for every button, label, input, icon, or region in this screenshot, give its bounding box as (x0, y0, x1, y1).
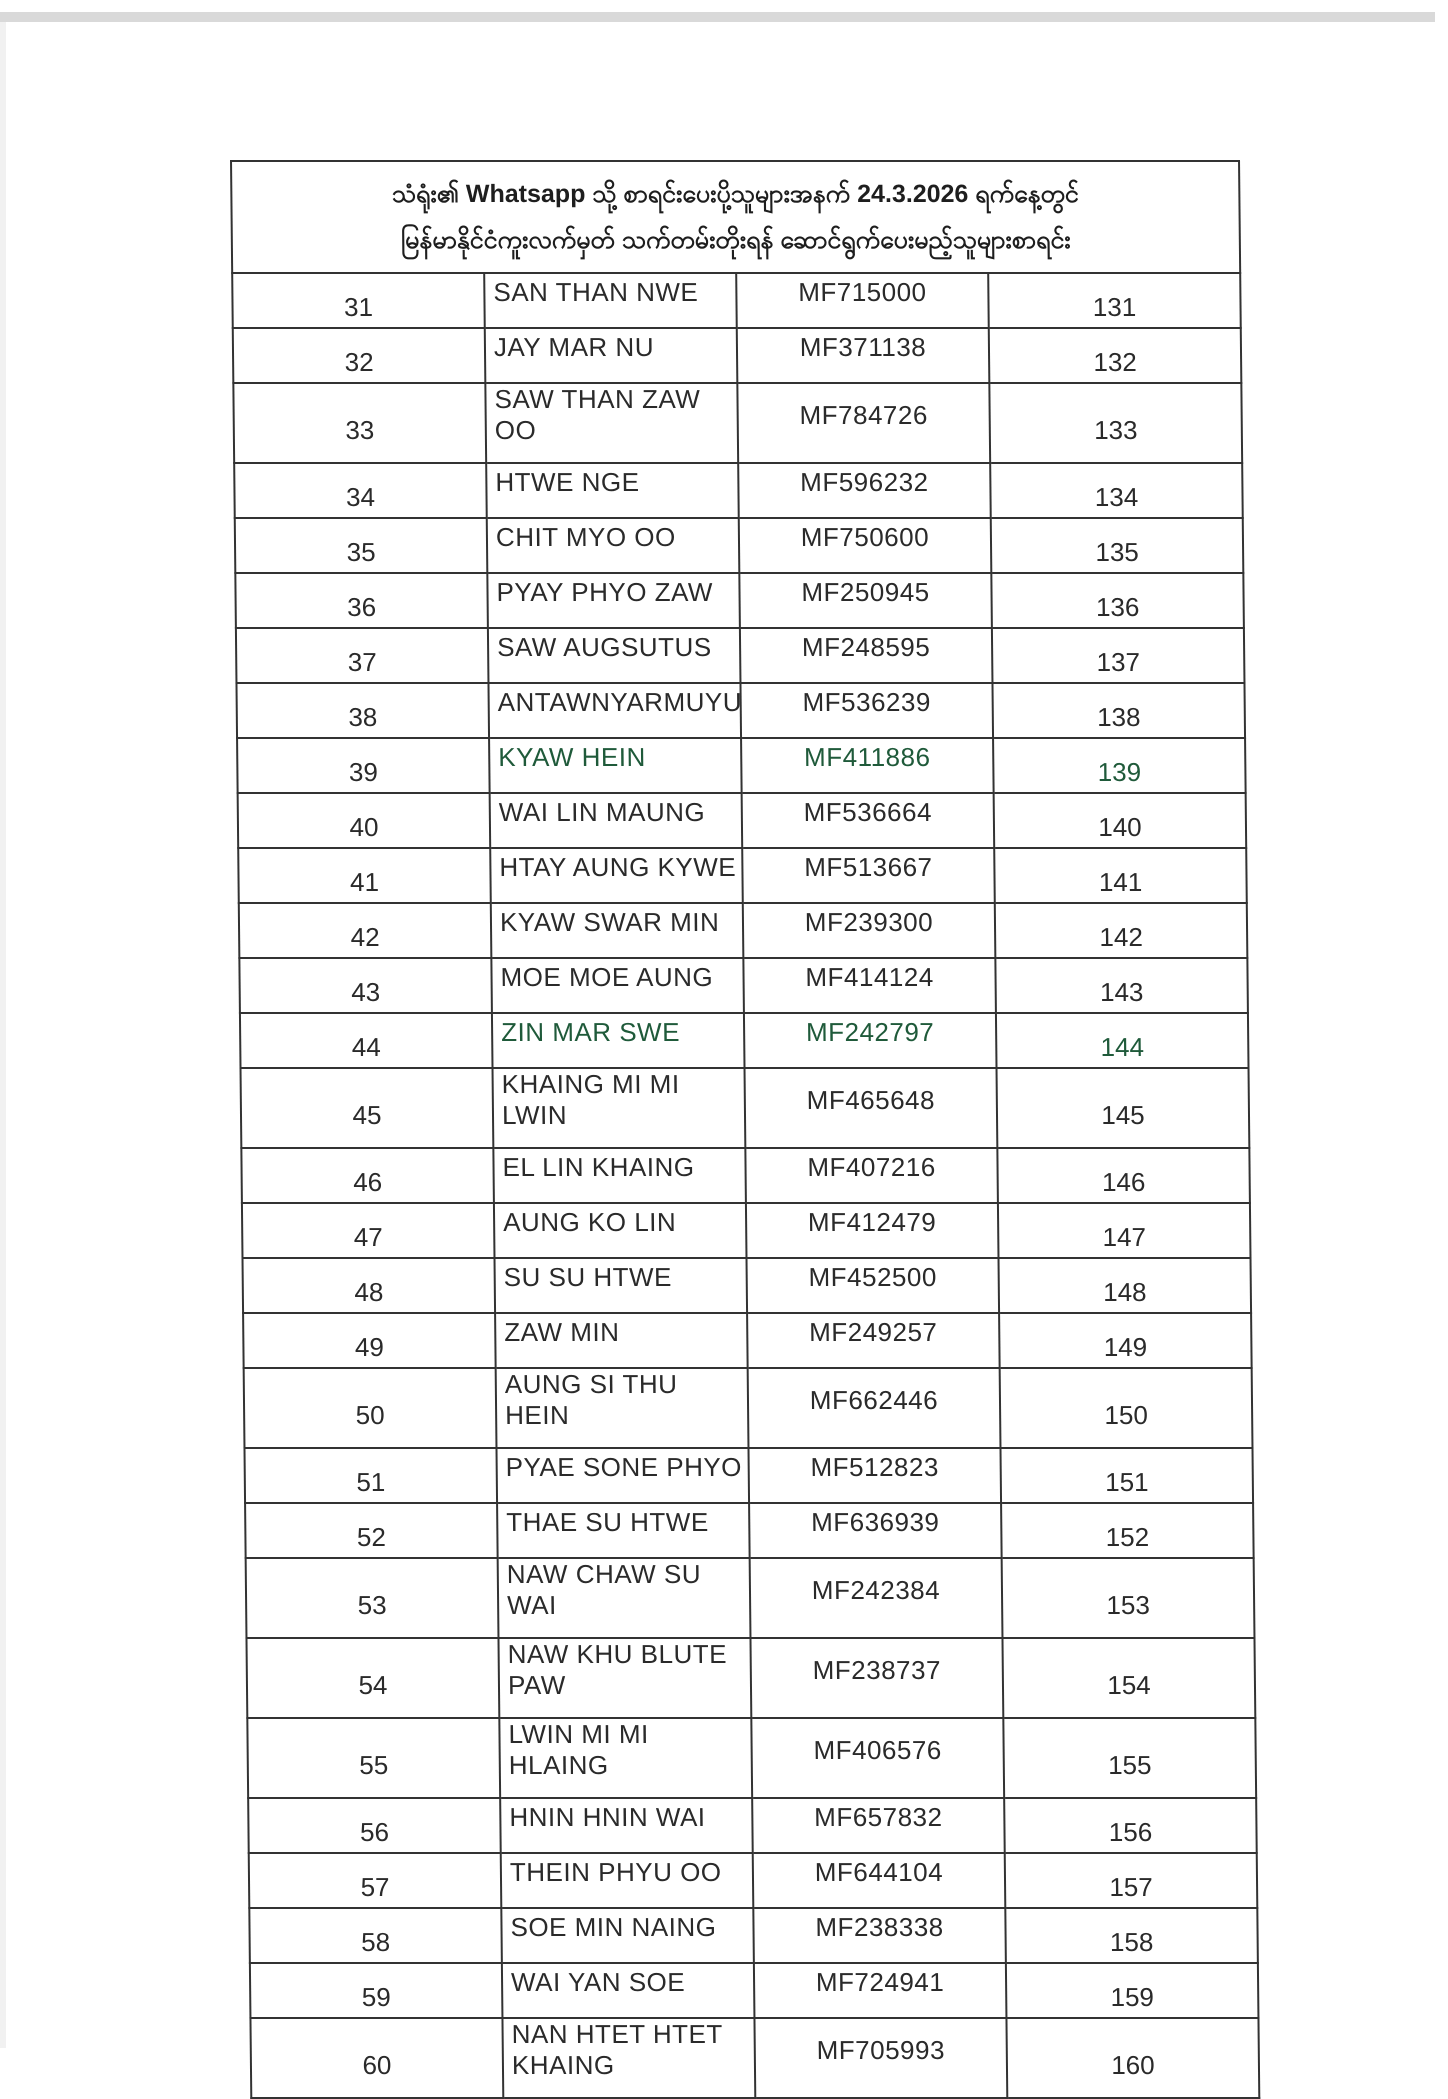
row-number-cell: 41 (238, 848, 491, 903)
name-cell: SAW AUGSUTUS (488, 628, 741, 683)
row-number-cell: 60 (250, 2018, 503, 2098)
serial-number-cell: 156 (1004, 1798, 1257, 1853)
serial-number-cell: 142 (995, 903, 1248, 958)
name-cell: JAY MAR NU (485, 328, 738, 383)
row-number-cell: 57 (249, 1853, 502, 1908)
serial-number-cell: 146 (997, 1148, 1250, 1203)
table-row (236, 683, 1245, 738)
table-title (231, 161, 1240, 273)
name-cell: WAI YAN SOE (502, 1963, 755, 2018)
table-row (250, 2018, 1259, 2098)
passport-number-cell: MF644104 (753, 1853, 1006, 1908)
table-row (246, 1638, 1255, 1718)
table-row (240, 1013, 1249, 1068)
name-cell: PYAY PHYO ZAW (487, 573, 740, 628)
table-row (241, 1148, 1250, 1203)
table-row (232, 273, 1241, 328)
table-header-row (231, 161, 1240, 273)
name-cell: KYAW HEIN (489, 738, 742, 793)
row-number-cell: 31 (232, 273, 485, 328)
table-row (244, 1448, 1253, 1503)
table-row (239, 958, 1248, 1013)
name-cell: KYAW SWAR MIN (491, 903, 744, 958)
passport-number-cell: MF724941 (754, 1963, 1007, 2018)
passport-number-cell: MF248595 (740, 628, 993, 683)
passport-number-cell: MF406576 (751, 1718, 1004, 1798)
serial-number-cell: 160 (1006, 2018, 1259, 2098)
row-number-cell: 38 (236, 683, 489, 738)
table-row (238, 848, 1247, 903)
row-number-cell: 50 (244, 1368, 497, 1448)
row-number-cell: 40 (238, 793, 491, 848)
serial-number-cell: 143 (995, 958, 1248, 1013)
name-cell: HNIN HNIN WAI (500, 1798, 753, 1853)
passport-number-cell: MF239300 (743, 903, 996, 958)
row-number-cell: 51 (244, 1448, 497, 1503)
passport-number-cell: MF238737 (750, 1638, 1003, 1718)
passport-number-cell: MF411886 (741, 738, 994, 793)
name-cell: NAN HTET HTET KHAING (502, 2018, 755, 2098)
table-row (243, 1313, 1252, 1368)
passport-number-cell: MF636939 (749, 1503, 1002, 1558)
row-number-cell: 48 (242, 1258, 495, 1313)
serial-number-cell: 154 (1002, 1638, 1255, 1718)
row-number-cell: 44 (240, 1013, 493, 1068)
scan-top-edge (0, 12, 1435, 22)
serial-number-cell: 135 (991, 518, 1244, 573)
passport-number-cell: MF249257 (747, 1313, 1000, 1368)
passport-number-cell: MF536664 (742, 793, 995, 848)
name-cell: THAE SU HTWE (497, 1503, 750, 1558)
row-number-cell: 46 (241, 1148, 494, 1203)
serial-number-cell: 148 (998, 1258, 1251, 1313)
table-row (242, 1203, 1251, 1258)
serial-number-cell: 140 (994, 793, 1247, 848)
table-row (233, 383, 1242, 463)
row-number-cell: 52 (245, 1503, 498, 1558)
serial-number-cell: 149 (999, 1313, 1252, 1368)
row-number-cell: 42 (239, 903, 492, 958)
serial-number-cell: 139 (993, 738, 1246, 793)
name-cell: LWIN MI MI HLAING (499, 1718, 752, 1798)
passport-number-cell: MF242384 (750, 1558, 1003, 1638)
table-row (235, 573, 1244, 628)
passport-number-cell: MF513667 (742, 848, 995, 903)
row-number-cell: 45 (241, 1068, 494, 1148)
passport-number-cell: MF242797 (744, 1013, 997, 1068)
name-cell: MOE MOE AUNG (491, 958, 744, 1013)
serial-number-cell: 133 (989, 383, 1242, 463)
name-cell: SAW THAN ZAW OO (485, 383, 738, 463)
serial-number-cell: 144 (996, 1013, 1249, 1068)
document-sheet (230, 160, 1260, 2099)
name-cell: PYAE SONE PHYO (496, 1448, 749, 1503)
name-cell: KHAING MI MI LWIN (493, 1068, 746, 1148)
serial-number-cell: 157 (1005, 1853, 1258, 1908)
passport-number-cell: MF705993 (754, 2018, 1007, 2098)
passport-number-cell: MF512823 (748, 1448, 1001, 1503)
row-number-cell: 53 (246, 1558, 499, 1638)
serial-number-cell: 150 (1000, 1368, 1253, 1448)
name-cell: ZAW MIN (495, 1313, 748, 1368)
table-row (237, 738, 1246, 793)
row-number-cell: 39 (237, 738, 490, 793)
name-cell: WAI LIN MAUNG (490, 793, 743, 848)
serial-number-cell: 155 (1003, 1718, 1256, 1798)
passport-number-cell: MF238338 (753, 1908, 1006, 1963)
row-number-cell: 58 (249, 1908, 502, 1963)
passport-number-cell: MF715000 (736, 273, 989, 328)
passport-number-cell: MF452500 (746, 1258, 999, 1313)
passport-number-cell: MF596232 (738, 463, 991, 518)
title-line-1: သံရုံး၏ Whatsapp သို့ စာရင်းပေးပို့သူများအနက် 24.3.2026 ရက်နေ့တွင် (391, 180, 1079, 208)
name-cell: NAW KHU BLUTE PAW (498, 1638, 751, 1718)
row-number-cell: 33 (233, 383, 486, 463)
serial-number-cell: 152 (1001, 1503, 1254, 1558)
row-number-cell: 32 (233, 328, 486, 383)
passport-renewal-table (230, 160, 1260, 2099)
row-number-cell: 56 (248, 1798, 501, 1853)
row-number-cell: 43 (239, 958, 492, 1013)
row-number-cell: 54 (246, 1638, 499, 1718)
table-row (246, 1558, 1255, 1638)
name-cell: SAN THAN NWE (484, 273, 737, 328)
name-cell: HTWE NGE (486, 463, 739, 518)
row-number-cell: 35 (235, 518, 488, 573)
passport-number-cell: MF412479 (746, 1203, 999, 1258)
table-row (238, 793, 1247, 848)
serial-number-cell: 153 (1002, 1558, 1255, 1638)
serial-number-cell: 132 (989, 328, 1242, 383)
row-number-cell: 49 (243, 1313, 496, 1368)
name-cell: SOE MIN NAING (501, 1908, 754, 1963)
table-row (244, 1368, 1253, 1448)
table-row (236, 628, 1245, 683)
table-row (249, 1908, 1258, 1963)
name-cell: SU SU HTWE (494, 1258, 747, 1313)
name-cell: CHIT MYO OO (487, 518, 740, 573)
table-row (242, 1258, 1251, 1313)
row-number-cell: 34 (234, 463, 487, 518)
name-cell: HTAY AUNG KYWE (490, 848, 743, 903)
passport-number-cell: MF784726 (737, 383, 990, 463)
title-line-2: မြန်မာနိုင်ငံကူးလက်မှတ် သက်တမ်းတိုးရန် ဆောင်ရွက်ပေးမည့်သူများစာရင်း (400, 226, 1071, 254)
serial-number-cell: 145 (997, 1068, 1250, 1148)
row-number-cell: 59 (250, 1963, 503, 2018)
name-cell: THEIN PHYU OO (501, 1853, 754, 1908)
row-number-cell: 36 (235, 573, 488, 628)
passport-number-cell: MF371138 (737, 328, 990, 383)
passport-number-cell: MF250945 (739, 573, 992, 628)
table-row (239, 903, 1248, 958)
serial-number-cell: 159 (1006, 1963, 1259, 2018)
table-row (250, 1963, 1259, 2018)
table-row (234, 463, 1243, 518)
name-cell: ANTAWNYARMUYU (488, 683, 741, 738)
table-row (249, 1853, 1258, 1908)
passport-number-cell: MF536239 (740, 683, 993, 738)
serial-number-cell: 131 (988, 273, 1241, 328)
serial-number-cell: 136 (991, 573, 1244, 628)
serial-number-cell: 158 (1005, 1908, 1258, 1963)
scan-left-edge (0, 22, 6, 2048)
row-number-cell: 55 (247, 1718, 500, 1798)
passport-number-cell: MF662446 (748, 1368, 1001, 1448)
serial-number-cell: 141 (994, 848, 1247, 903)
table-row (245, 1503, 1254, 1558)
name-cell: ZIN MAR SWE (492, 1013, 745, 1068)
name-cell: EL LIN KHAING (493, 1148, 746, 1203)
row-number-cell: 37 (236, 628, 489, 683)
table-row (241, 1068, 1250, 1148)
passport-number-cell: MF465648 (745, 1068, 998, 1148)
passport-number-cell: MF750600 (739, 518, 992, 573)
passport-number-cell: MF414124 (743, 958, 996, 1013)
name-cell: AUNG SI THU HEIN (496, 1368, 749, 1448)
table-row (248, 1798, 1257, 1853)
row-number-cell: 47 (242, 1203, 495, 1258)
table-body (232, 273, 1259, 2098)
passport-number-cell: MF657832 (752, 1798, 1005, 1853)
table-row (233, 328, 1242, 383)
serial-number-cell: 147 (998, 1203, 1251, 1258)
serial-number-cell: 137 (992, 628, 1245, 683)
name-cell: NAW CHAW SU WAI (498, 1558, 751, 1638)
serial-number-cell: 134 (990, 463, 1243, 518)
table-row (235, 518, 1244, 573)
name-cell: AUNG KO LIN (494, 1203, 747, 1258)
serial-number-cell: 138 (992, 683, 1245, 738)
passport-number-cell: MF407216 (745, 1148, 998, 1203)
table-row (247, 1718, 1256, 1798)
serial-number-cell: 151 (1000, 1448, 1253, 1503)
